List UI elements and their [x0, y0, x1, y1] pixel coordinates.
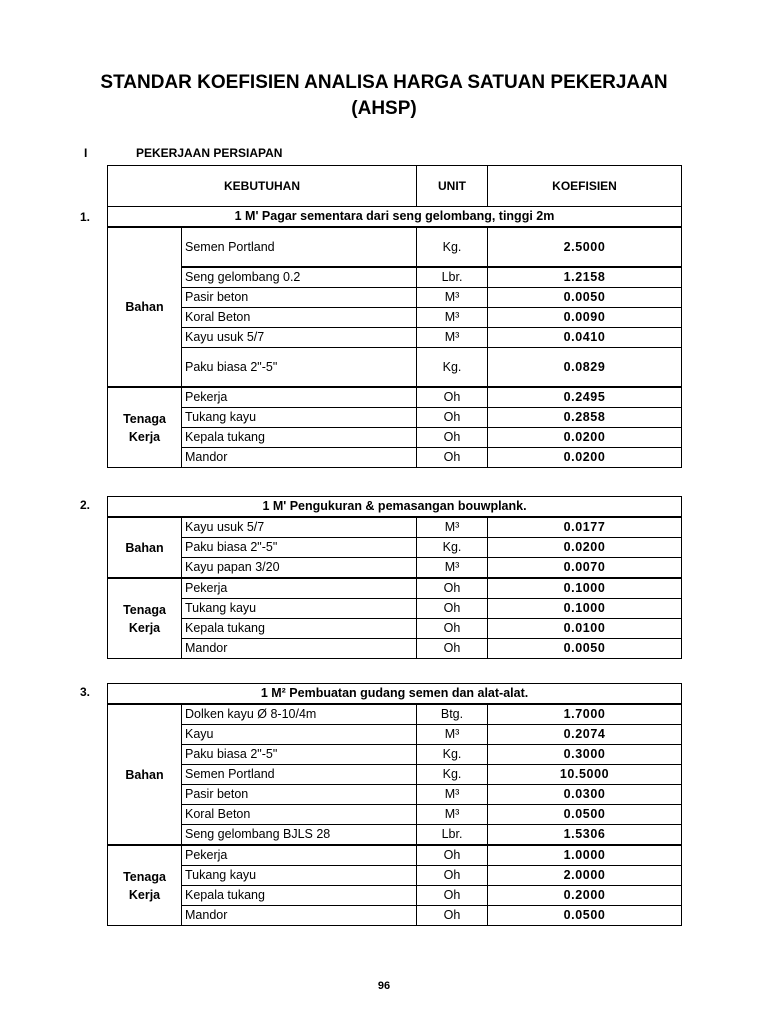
- koef-cell: 0.0070: [488, 558, 682, 579]
- table-row: [108, 517, 682, 538]
- material-name: Dolken kayu Ø 8-10/4m: [182, 704, 417, 725]
- title-line-2: (AHSP): [351, 98, 417, 119]
- unit-cell: Oh: [417, 886, 488, 906]
- koef-cell: 0.0829: [488, 348, 682, 388]
- table-row: [108, 267, 682, 288]
- category-label: Tenaga: [123, 411, 166, 426]
- category-bahan: Bahan: [108, 227, 182, 387]
- category-label: Kerja: [128, 429, 161, 444]
- unit-cell: Lbr.: [417, 825, 488, 846]
- table-row: [108, 725, 682, 745]
- table-row: [108, 538, 682, 558]
- koef-cell: 0.0300: [488, 785, 682, 805]
- category-label: Kerja: [128, 620, 161, 635]
- category-tenaga-kerja: [108, 578, 182, 659]
- material-name: Pasir beton: [182, 288, 417, 308]
- material-name: Paku biasa 2"-5": [182, 538, 417, 558]
- koef-cell: 0.0100: [488, 619, 682, 639]
- koef-cell: 1.2158: [488, 267, 682, 288]
- unit-cell: M³: [417, 517, 488, 538]
- koef-cell: 0.0050: [488, 639, 682, 659]
- category-label: Tenaga: [123, 869, 166, 884]
- category-bahan: Bahan: [108, 704, 182, 845]
- table-row: [108, 619, 682, 639]
- unit-cell: Oh: [417, 428, 488, 448]
- labor-name: Tukang kayu: [182, 408, 417, 428]
- material-name: Paku biasa 2"-5": [182, 348, 417, 388]
- unit-cell: M³: [417, 328, 488, 348]
- material-name: Seng gelombang 0.2: [182, 267, 417, 288]
- table-row: [108, 805, 682, 825]
- unit-cell: M³: [417, 558, 488, 579]
- material-name: Semen Portland: [182, 227, 417, 267]
- unit-cell: Kg.: [417, 745, 488, 765]
- koef-cell: 0.0410: [488, 328, 682, 348]
- koef-cell: 0.0177: [488, 517, 682, 538]
- table-row: [108, 825, 682, 846]
- table-row: [108, 906, 682, 926]
- koef-cell: 1.0000: [488, 845, 682, 866]
- material-name: Semen Portland: [182, 765, 417, 785]
- unit-cell: Oh: [417, 619, 488, 639]
- header-unit: UNIT: [417, 166, 488, 207]
- item-title-row: [108, 207, 682, 228]
- item-number: 1.: [80, 210, 91, 224]
- table-header: [108, 166, 682, 207]
- category-bahan: Bahan: [108, 517, 182, 578]
- koef-cell: 1.7000: [488, 704, 682, 725]
- section-name: PEKERJAAN PERSIAPAN: [136, 146, 283, 160]
- item-title-row: [108, 497, 682, 518]
- labor-name: Kepala tukang: [182, 428, 417, 448]
- koef-cell: 2.5000: [488, 227, 682, 267]
- material-name: Koral Beton: [182, 805, 417, 825]
- koef-cell: 0.1000: [488, 599, 682, 619]
- item-title-row: [108, 684, 682, 705]
- item-title: 1 M² Pembuatan gudang semen dan alat-alat.: [108, 684, 682, 705]
- page-number: 96: [377, 980, 391, 992]
- section-heading: [84, 146, 282, 160]
- unit-cell: Oh: [417, 866, 488, 886]
- category-label: Tenaga: [123, 602, 166, 617]
- koef-cell: 0.2000: [488, 886, 682, 906]
- material-name: Pasir beton: [182, 785, 417, 805]
- item-table-3: [107, 683, 681, 926]
- table-row: [108, 428, 682, 448]
- koef-cell: 0.1000: [488, 578, 682, 599]
- item-table-2: [107, 496, 681, 659]
- koef-cell: 0.0500: [488, 805, 682, 825]
- unit-cell: Oh: [417, 906, 488, 926]
- koef-cell: 0.3000: [488, 745, 682, 765]
- title-line-1: STANDAR KOEFISIEN ANALISA HARGA SATUAN PEKERJAAN: [100, 72, 668, 93]
- table-row: [108, 328, 682, 348]
- unit-cell: Btg.: [417, 704, 488, 725]
- unit-cell: M³: [417, 288, 488, 308]
- material-name: Kayu papan 3/20: [182, 558, 417, 579]
- unit-cell: Oh: [417, 387, 488, 408]
- labor-name: Kepala tukang: [182, 886, 417, 906]
- material-name: Kayu usuk 5/7: [182, 517, 417, 538]
- unit-cell: Oh: [417, 448, 488, 468]
- labor-name: Kepala tukang: [182, 619, 417, 639]
- unit-cell: Oh: [417, 408, 488, 428]
- unit-cell: Kg.: [417, 227, 488, 267]
- table-row: [108, 348, 682, 388]
- material-name: Kayu: [182, 725, 417, 745]
- item-title: 1 M' Pengukuran & pemasangan bouwplank.: [108, 497, 682, 518]
- unit-cell: Kg.: [417, 348, 488, 388]
- labor-name: Mandor: [182, 906, 417, 926]
- table-row: [108, 866, 682, 886]
- labor-name: Pekerja: [182, 387, 417, 408]
- material-name: Kayu usuk 5/7: [182, 328, 417, 348]
- koef-cell: 0.2495: [488, 387, 682, 408]
- labor-name: Tukang kayu: [182, 599, 417, 619]
- table-row: [108, 765, 682, 785]
- unit-cell: M³: [417, 805, 488, 825]
- unit-cell: Lbr.: [417, 267, 488, 288]
- koef-cell: 2.0000: [488, 866, 682, 886]
- document-title: [60, 70, 708, 122]
- koef-cell: 0.0500: [488, 906, 682, 926]
- table-row: [108, 886, 682, 906]
- category-tenaga-kerja: [108, 387, 182, 468]
- unit-cell: Kg.: [417, 765, 488, 785]
- item-title: 1 M' Pagar sementara dari seng gelombang, tinggi 2m: [108, 207, 682, 228]
- table-row: [108, 639, 682, 659]
- unit-cell: M³: [417, 725, 488, 745]
- labor-name: Pekerja: [182, 845, 417, 866]
- koef-cell: 0.0200: [488, 428, 682, 448]
- table-row: [108, 558, 682, 579]
- table-row: [108, 227, 682, 267]
- material-name: Koral Beton: [182, 308, 417, 328]
- table-row: [108, 599, 682, 619]
- unit-cell: Kg.: [417, 538, 488, 558]
- table-row: [108, 704, 682, 725]
- labor-name: Tukang kayu: [182, 866, 417, 886]
- unit-cell: Oh: [417, 639, 488, 659]
- koef-cell: 1.5306: [488, 825, 682, 846]
- table-row: [108, 845, 682, 866]
- table-row: [108, 448, 682, 468]
- table-row: [108, 387, 682, 408]
- unit-cell: Oh: [417, 578, 488, 599]
- koef-cell: 0.0200: [488, 538, 682, 558]
- header-koefisien: KOEFISIEN: [488, 166, 682, 207]
- item-number: 3.: [80, 685, 91, 699]
- table-row: [108, 288, 682, 308]
- header-kebutuhan: KEBUTUHAN: [108, 166, 417, 207]
- unit-cell: M³: [417, 308, 488, 328]
- koef-cell: 0.0050: [488, 288, 682, 308]
- labor-name: Mandor: [182, 639, 417, 659]
- table-row: [108, 308, 682, 328]
- category-label: Kerja: [128, 887, 161, 902]
- table-row: [108, 745, 682, 765]
- unit-cell: M³: [417, 785, 488, 805]
- unit-cell: Oh: [417, 845, 488, 866]
- koef-cell: 0.2074: [488, 725, 682, 745]
- table-row: [108, 785, 682, 805]
- table-row: [108, 408, 682, 428]
- item-table-1: [107, 165, 681, 468]
- koef-cell: 0.0090: [488, 308, 682, 328]
- koef-cell: 10.5000: [488, 765, 682, 785]
- category-tenaga-kerja: [108, 845, 182, 926]
- table-row: [108, 578, 682, 599]
- koef-cell: 0.0200: [488, 448, 682, 468]
- item-number: 2.: [80, 498, 91, 512]
- material-name: Paku biasa 2"-5": [182, 745, 417, 765]
- labor-name: Mandor: [182, 448, 417, 468]
- section-number: I: [84, 146, 88, 160]
- unit-cell: Oh: [417, 599, 488, 619]
- labor-name: Pekerja: [182, 578, 417, 599]
- material-name: Seng gelombang BJLS 28: [182, 825, 417, 846]
- koef-cell: 0.2858: [488, 408, 682, 428]
